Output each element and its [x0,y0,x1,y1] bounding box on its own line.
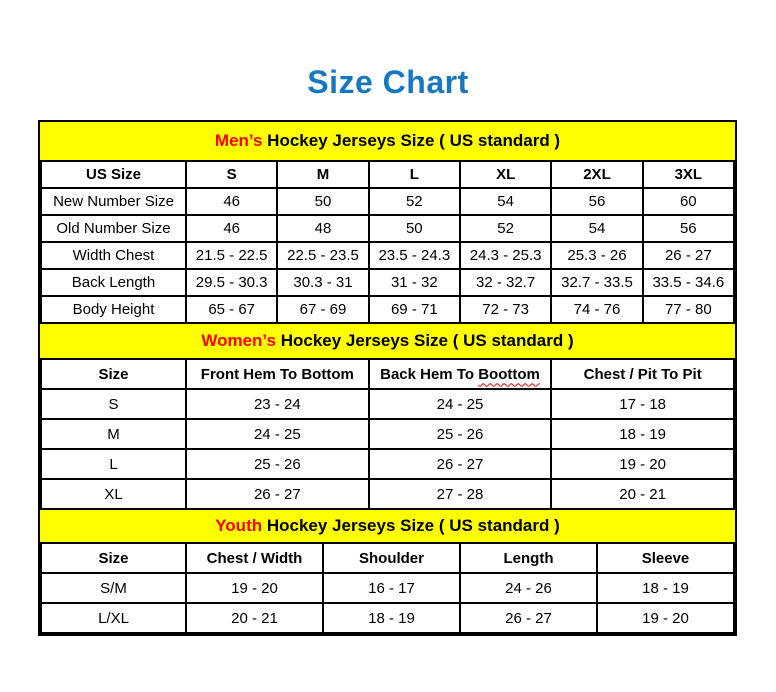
column-header: Size [41,359,186,389]
womens-section-title-rest: Hockey Jerseys Size ( US standard ) [275,331,574,350]
column-header: US Size [41,161,186,188]
size-value-cell: 18 - 19 [551,419,734,449]
mens-section-title-rest: Hockey Jerseys Size ( US standard ) [262,131,561,150]
column-header: S [186,161,277,188]
column-header: L [369,161,460,188]
column-header [369,359,552,389]
size-value-cell: 69 - 71 [369,296,460,323]
size-value-cell: 46 [186,215,277,242]
size-chart-tables [38,120,737,636]
column-header: M [277,161,368,188]
size-value-cell: 23 - 24 [186,389,369,419]
column-header: 2XL [551,161,642,188]
size-value-cell: 26 - 27 [643,242,734,269]
size-value-cell: 17 - 18 [551,389,734,419]
row-label: Width Chest [41,242,186,269]
column-header: Shoulder [323,543,460,573]
size-value-cell: 16 - 17 [323,573,460,603]
size-value-cell: 24.3 - 25.3 [460,242,551,269]
size-value-cell: 48 [277,215,368,242]
size-value-cell: 20 - 21 [186,603,323,633]
column-header: Chest / Width [186,543,323,573]
size-value-cell: 18 - 19 [323,603,460,633]
youth-size-table [40,542,735,634]
size-value-cell: 24 - 25 [369,389,552,419]
column-header: XL [460,161,551,188]
size-value-cell: 22.5 - 23.5 [277,242,368,269]
womens-size-table [40,358,735,510]
mens-header-row [41,161,734,188]
womens-header-row [41,359,734,389]
size-value-cell: 19 - 20 [551,449,734,479]
row-label: Body Height [41,296,186,323]
size-value-cell: 33.5 - 34.6 [643,269,734,296]
womens-section-header [40,324,735,358]
size-value-cell: 56 [643,215,734,242]
size-value-cell: 21.5 - 22.5 [186,242,277,269]
size-value-cell: 50 [277,188,368,215]
row-label: Old Number Size [41,215,186,242]
row-label: L [41,449,186,479]
womens-section-highlight: Women’s [201,331,276,350]
column-header: Length [460,543,597,573]
row-label: New Number Size [41,188,186,215]
table-row [41,242,734,269]
table-row [41,296,734,323]
size-value-cell: 54 [460,188,551,215]
size-value-cell: 19 - 20 [186,573,323,603]
size-value-cell: 26 - 27 [460,603,597,633]
size-value-cell: 24 - 25 [186,419,369,449]
table-row [41,479,734,509]
column-header: Sleeve [597,543,734,573]
table-row [41,603,734,633]
size-value-cell: 72 - 73 [460,296,551,323]
row-label: M [41,419,186,449]
size-value-cell: 50 [369,215,460,242]
size-value-cell: 19 - 20 [597,603,734,633]
row-label: S/M [41,573,186,603]
table-row [41,573,734,603]
size-value-cell: 56 [551,188,642,215]
size-value-cell: 24 - 26 [460,573,597,603]
size-value-cell: 25.3 - 26 [551,242,642,269]
size-value-cell: 52 [460,215,551,242]
mens-section-header [40,122,735,160]
size-value-cell: 32 - 32.7 [460,269,551,296]
size-value-cell: 32.7 - 33.5 [551,269,642,296]
size-value-cell: 74 - 76 [551,296,642,323]
table-row [41,215,734,242]
size-value-cell: 29.5 - 30.3 [186,269,277,296]
table-row [41,449,734,479]
size-value-cell: 30.3 - 31 [277,269,368,296]
column-header: Size [41,543,186,573]
row-label: XL [41,479,186,509]
table-row [41,188,734,215]
size-value-cell: 65 - 67 [186,296,277,323]
row-label: Back Length [41,269,186,296]
column-header-text: Back Hem To [380,365,479,383]
misspelled-word: Boottom [478,365,540,383]
table-row [41,419,734,449]
column-header: 3XL [643,161,734,188]
size-value-cell: 77 - 80 [643,296,734,323]
size-value-cell: 31 - 32 [369,269,460,296]
size-value-cell: 67 - 69 [277,296,368,323]
youth-section-highlight: Youth [215,516,263,535]
size-value-cell: 25 - 26 [369,419,552,449]
mens-size-table [40,160,735,324]
page-title: Size Chart [307,64,469,100]
youth-section-header [40,510,735,542]
row-label: S [41,389,186,419]
youth-header-row [41,543,734,573]
size-value-cell: 18 - 19 [597,573,734,603]
column-header: Chest / Pit To Pit [551,359,734,389]
size-value-cell: 60 [643,188,734,215]
size-value-cell: 26 - 27 [186,479,369,509]
table-row [41,389,734,419]
mens-section-highlight: Men’s [214,131,263,150]
size-value-cell: 27 - 28 [369,479,552,509]
column-header: Front Hem To Bottom [186,359,369,389]
size-value-cell: 20 - 21 [551,479,734,509]
table-row [41,269,734,296]
size-value-cell: 46 [186,188,277,215]
size-value-cell: 54 [551,215,642,242]
size-value-cell: 26 - 27 [369,449,552,479]
size-value-cell: 52 [369,188,460,215]
youth-section-title-rest: Hockey Jerseys Size ( US standard ) [262,516,560,535]
row-label: L/XL [41,603,186,633]
size-value-cell: 25 - 26 [186,449,369,479]
size-value-cell: 23.5 - 24.3 [369,242,460,269]
